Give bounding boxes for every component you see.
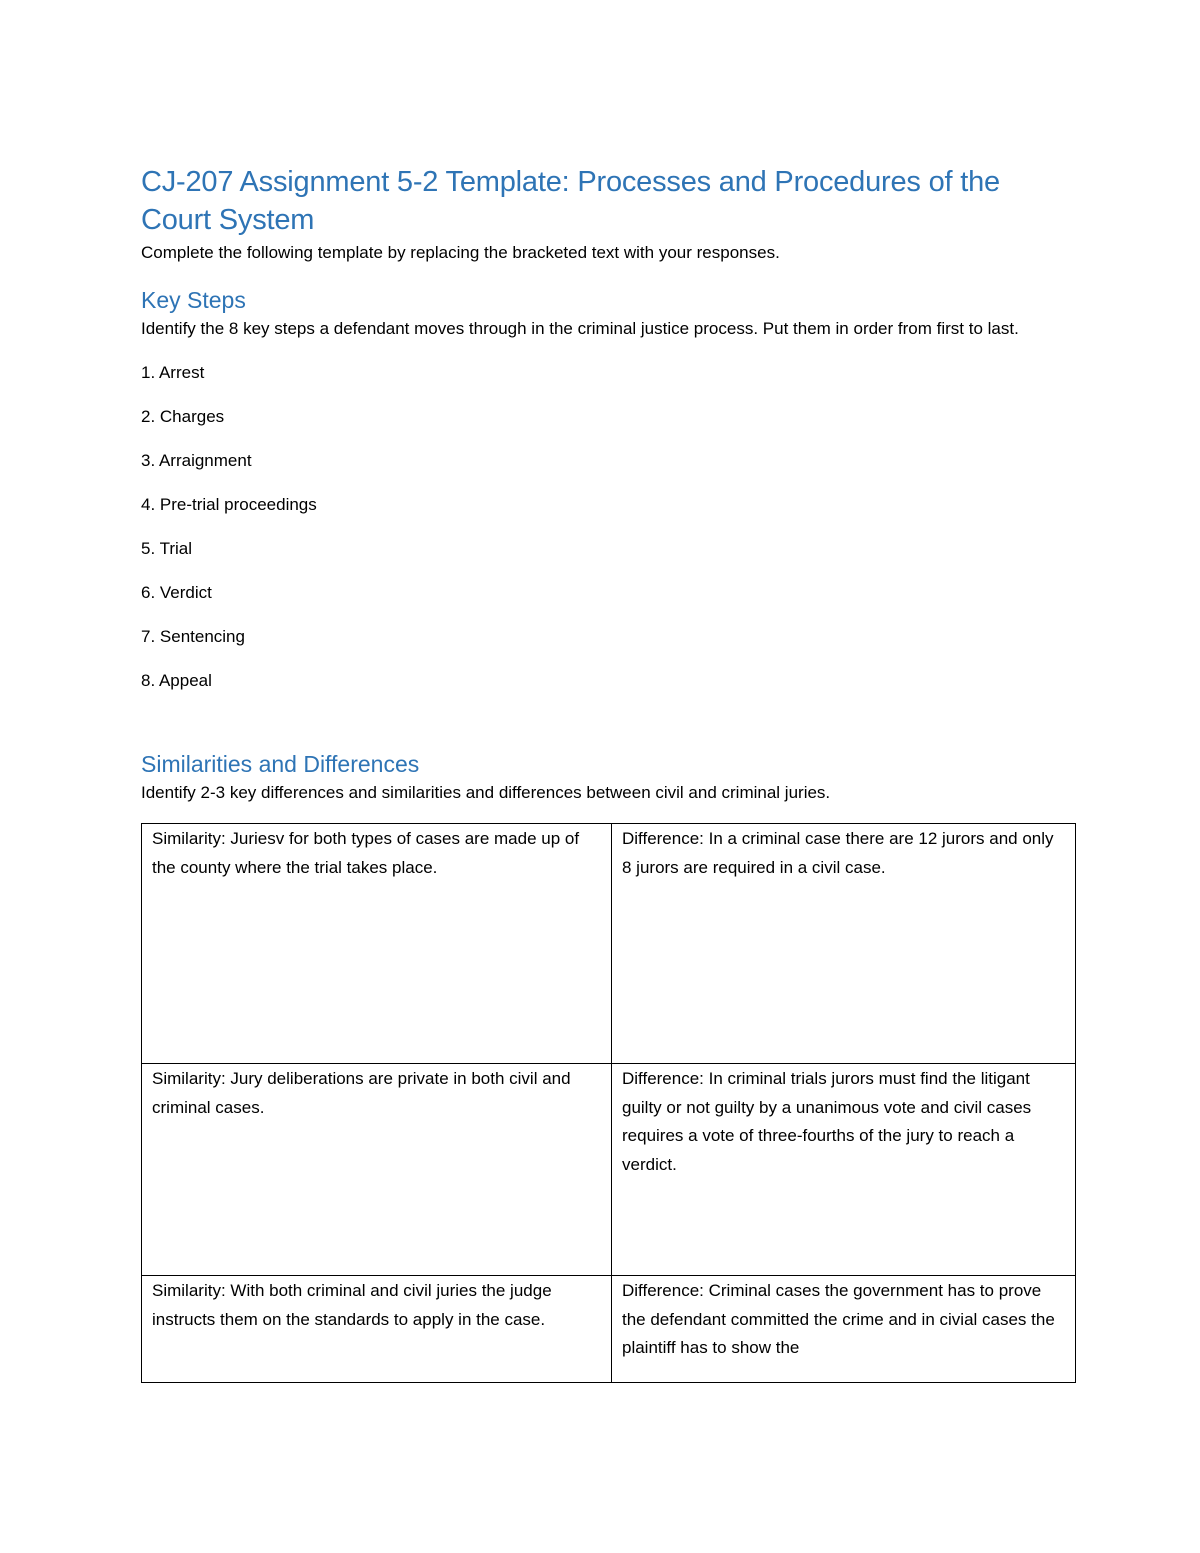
key-steps-instructions: Identify the 8 key steps a defendant moves through in the criminal justice process. Put them in order from first to last.: [141, 319, 1019, 338]
table-row: [142, 1064, 1076, 1276]
similarity-cell: Similarity: Jury deliberations are private in both civil and criminal cases.: [142, 1064, 612, 1276]
jury-comparison-table: [141, 823, 1076, 1383]
difference-cell: Difference: In criminal trials jurors must find the litigant guilty or not guilty by a unanimous vote and civil cases requires a vote of three-fourths of the jury to reach a verdict.: [612, 1064, 1076, 1276]
difference-cell: Difference: Criminal cases the government has to prove the defendant committed the crime and in civial cases the plaintiff has to show the: [612, 1276, 1076, 1383]
table-row: [142, 1276, 1076, 1383]
similarity-cell: Similarity: Juriesv for both types of cases are made up of the county where the trial takes place.: [142, 824, 612, 1064]
similarity-cell: Similarity: With both criminal and civil juries the judge instructs them on the standards to apply in the case.: [142, 1276, 612, 1383]
list-item: 1. Arrest: [141, 363, 205, 382]
page-title-line-2: Court System: [141, 204, 315, 236]
difference-cell: Difference: In a criminal case there are 12 jurors and only 8 jurors are required in a civil case.: [612, 824, 1076, 1064]
table-row: [142, 824, 1076, 1064]
document-page: [141, 163, 1055, 1383]
key-steps-list: [141, 359, 1033, 695]
list-item: 6. Verdict: [141, 583, 212, 602]
list-item: 8. Appeal: [141, 671, 212, 690]
intro-text: Complete the following template by replacing the bracketed text with your responses.: [141, 243, 780, 262]
list-item: 2. Charges: [141, 407, 225, 426]
page-title: [141, 163, 1033, 239]
page-title-line-1: CJ-207 Assignment 5-2 Template: Processes and Procedures of the: [141, 166, 1000, 198]
similarities-differences-instructions: Identify 2-3 key differences and similarities and differences between civil and criminal juries.: [141, 783, 831, 802]
list-item: 4. Pre-trial proceedings: [141, 495, 317, 514]
key-steps-heading: Key Steps: [141, 287, 246, 313]
list-item: 5. Trial: [141, 539, 193, 558]
similarities-differences-heading: Similarities and Differences: [141, 751, 420, 777]
list-item: 7. Sentencing: [141, 627, 245, 646]
list-item: 3. Arraignment: [141, 451, 252, 470]
